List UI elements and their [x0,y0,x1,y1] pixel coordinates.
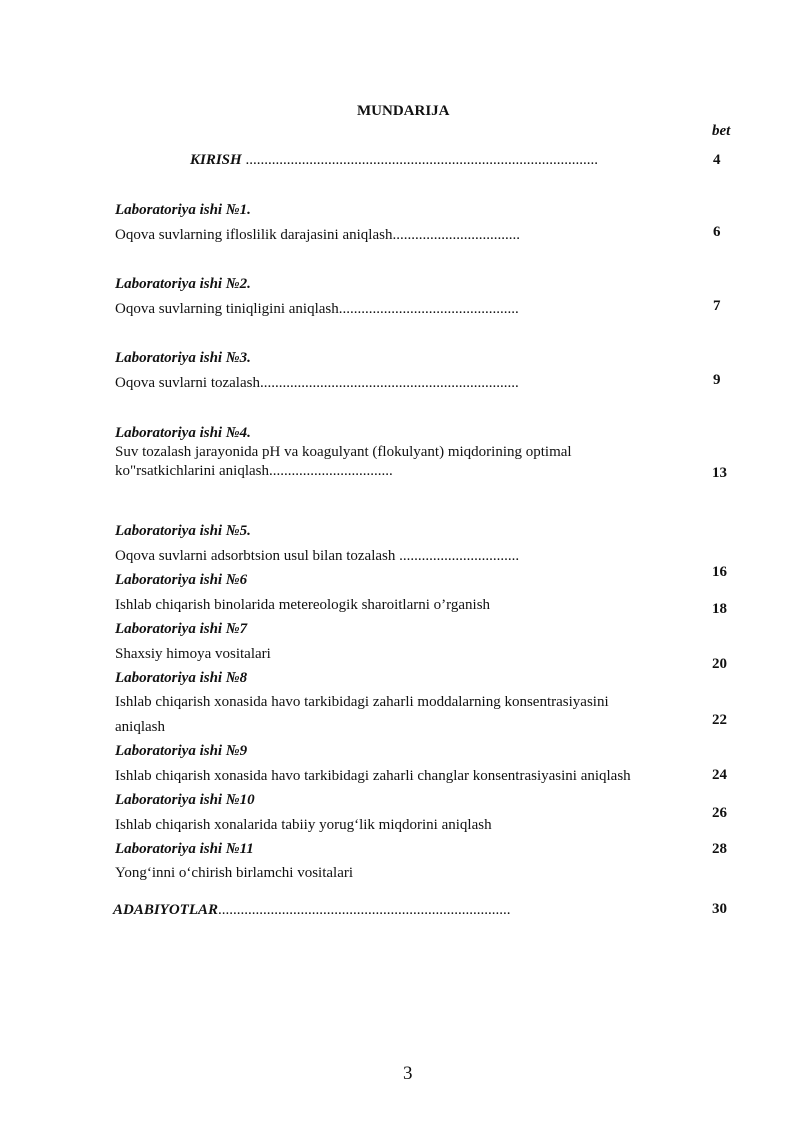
intro-page-number: 4 [713,152,721,168]
lab-6-page: 18 [712,601,727,617]
lab-3-title: Laboratoriya ishi №3. [115,350,251,366]
lab-4-title: Laboratoriya ishi №4. [115,425,251,441]
page-column-label: bet [712,123,731,139]
lab-7-title: Laboratoriya ishi №7 [115,621,248,637]
lab-4-page: 13 [712,465,727,481]
lab-10-page: 26 [712,805,727,821]
lab-7-text[interactable]: Shaxsiy himoya vositalari [115,646,271,662]
toc-entry-references[interactable] [113,901,511,919]
lab-7-page: 20 [712,656,727,672]
contents-title: MUNDARIJA [357,103,450,119]
lab-6-title: Laboratoriya ishi №6 [115,572,248,588]
lab-5-page: 16 [712,564,727,580]
lab-9-text[interactable]: Ishlab chiqarish xonasida havo tarkibidagi zaharli changlar konsentrasiyasini aniqlash [115,768,631,784]
lab-6-text[interactable]: Ishlab chiqarish binolarida metereologik sharoitlarni o’rganish [115,597,491,613]
lab-8-title: Laboratoriya ishi №8 [115,670,248,686]
lab-10-text[interactable]: Ishlab chiqarish xonalarida tabiiy yorug‘lik miqdorini aniqlash [115,817,492,833]
lab-9-title: Laboratoriya ishi №9 [115,743,248,759]
lab-2-text[interactable]: Oqova suvlarning tiniqligini aniqlash................................................ [115,301,519,317]
references-label: ADABIYOTLAR [113,902,219,918]
lab-1-title: Laboratoriya ishi №1. [115,202,251,218]
intro-label: KIRISH [190,152,242,168]
page-number-footer: 3 [403,1063,413,1084]
lab-1-text[interactable]: Oqova suvlarning ifloslilik darajasini aniqlash.................................. [115,227,520,243]
lab-4-text-line1[interactable]: Suv tozalash jarayonida pH va koagulyant (flokulyant) miqdorining optimal [115,444,572,460]
lab-8-text-line1[interactable]: Ishlab chiqarish xonasida havo tarkibidagi zaharli moddalarning konsentrasiyasini [115,694,609,710]
lab-5-text[interactable]: Oqova suvlarni adsorbtsion usul bilan tozalash ................................ [115,548,520,564]
references-page-number: 30 [712,901,727,917]
references-dots: .............................................................................. [218,902,511,918]
lab-5-title: Laboratoriya ishi №5. [115,523,251,539]
lab-8-page: 22 [712,712,727,728]
lab-10-title: Laboratoriya ishi №10 [115,792,255,808]
lab-3-text[interactable]: Oqova suvlarni tozalash..................................................................... [115,375,519,391]
toc-entry-intro[interactable] [190,151,598,169]
lab-8-text-line2[interactable]: aniqlash [115,719,165,735]
lab-2-title: Laboratoriya ishi №2. [115,276,251,292]
lab-11-text[interactable]: Yong‘inni o‘chirish birlamchi vositalari [115,865,354,881]
lab-9-page: 24 [712,767,727,783]
lab-11-title: Laboratoriya ishi №11 [115,841,254,857]
lab-4-text-line2[interactable]: ko"rsatkichlarini aniqlash................................. [115,463,393,479]
lab-11-page: 28 [712,841,727,857]
lab-1-page: 6 [713,224,721,240]
lab-2-page: 7 [713,298,721,314]
intro-dots: .............................................................................................. [241,152,598,168]
lab-3-page: 9 [713,372,721,388]
